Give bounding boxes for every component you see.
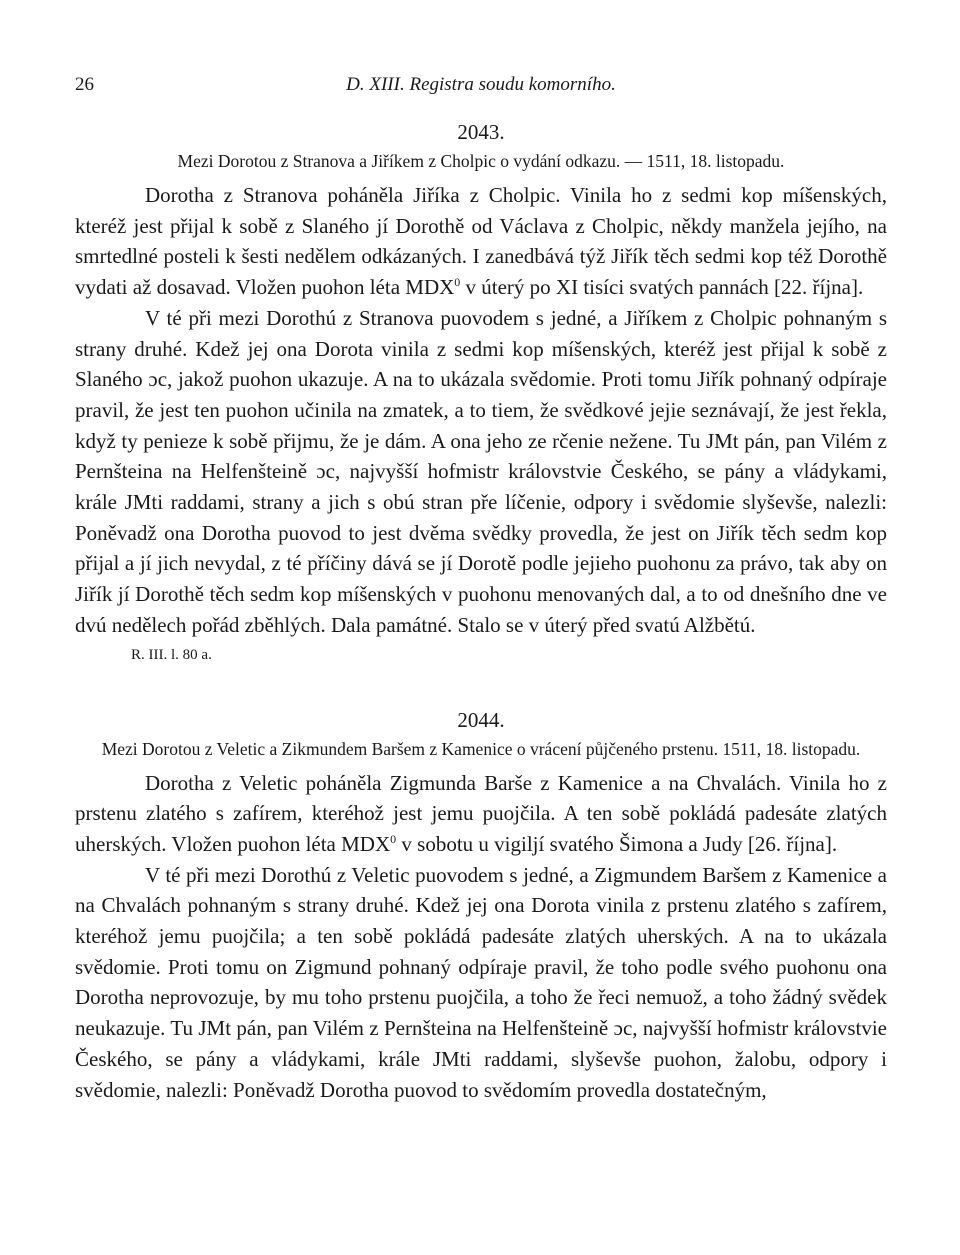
superscript-mark: 0 [454, 275, 461, 290]
source-reference: R. III. l. 80 a. [131, 646, 212, 663]
paragraph-text: Dorotha z Stranova poháněla Jiříka z Cholpic. Vinila ho z sedmi kop míšenských, kteréž jest přijal k sobě z Slaného jí Dorothě od Václava z Cholpic, někdy manžela jejího, na smrtedlné posteli k šesti nedělem odkázaných. I zanedbává týž Jiřík těch sedmi kop též Dorothě vydati až dosavad. Vložen puohon léta MDX [75, 183, 887, 300]
paragraph-text: Dorotha z Veletic poháněla Zigmunda Barše z Kamenice a na Chvalách. Vinila ho z prstenu zlatého s zafírem, kteréhož jest jemu puojčila. A ten sobě pokládá padesáte zlatých uherských. Vložen puohon léta MDX [75, 770, 887, 856]
record-paragraph: V té při mezi Dorothú z Stranova puovodem s jedné, a Jiříkem z Cholpic pohnaným s strany druhé. Kdež jej ona Dorota vinila z sedmi kop míšenských, kteréž jest přijal k sobě z Slaného ɔc, jakož puohon ukazuje. A na to ukázala svědomie. Proti tomu Jiřík pohnaný odpíraje pravil, že jest ten puohon učinila na zmatek, a to tiem, že svědkové jejie seznávají, že jest řekla, když ty penieze k sobě přijmu, že je dám. A ona jeho ze rčenie nežene. Tu JMt pán, pan Vilém z Pernšteina na Helfenšteině ɔc, najvyšší hofmistr královstvie Českého, se pány a vládykami, krále JMti raddami, strany a jich s obú stran pře líčenie, odpory i svědomie slyševše, nalezli: Poněvadž ona Dorotha puovod to jest dvěma svědky provedla, že jest on Jiřík těch sedm kop přijal a jí jich nevydal, z té příčiny dává se jí Dorotě podle jejieho puohonu za právo, tak aby on Jiřík jí Dorothě těch sedm kop míšenských v puohonu menovaných dal, a to od dnešního dne ve dvú nedělech pořád zběhlých. Dala památné. Stalo se v úterý před svatú Alžbětú. [75, 305, 887, 637]
page-number: 26 [75, 74, 94, 95]
record-2043 [75, 120, 887, 666]
record-paragraph: V té při mezi Dorothú z Veletic puovodem s jedné, a Zigmundem Baršem z Kamenice a na Chvalách pohnaným s strany druhé. Kdež jej ona Dorota vinila z prstenu zlatého s zafírem, kteréhož jemu puojčila; a ten sobě pokládá padesáte zlatých uherských. A na to ukázala svědomie. Proti tomu on Zigmund pohnaný odpíraje pravil, že toho podle svého puohonu ona Dorotha neprovozuje, by mu toho prstenu puojčila, a toho že řeci nemuož, a toho žádný svědek neukazuje. Tu JMt pán, pan Vilém z Pernšteina na Helfenšteině ɔc, najvyšší hofmistr královstvie Českého, se pány a vládykami, krále JMti raddami, slyševše puohon, žalobu, odpory i svědomie, nalezli: Poněvadž Dorotha puovod to svědomím provedla dostatečným, [75, 862, 887, 1102]
record-number: 2044. [457, 707, 505, 732]
document-page [75, 62, 887, 1105]
record-2044 [75, 708, 887, 1106]
paragraph-text: v sobotu u vigiljí svatého Šimona a Judy [26. října]. [396, 831, 838, 856]
record-heading: Mezi Dorotou z Veletic a Zikmundem Baršem z Kamenice o vrácení půjčeného prstenu. 1511, 18. listopadu. [101, 738, 861, 759]
paragraph-text: v úterý po XI tisíci svatých pannách [22. října]. [460, 275, 864, 300]
record-number: 2043. [457, 120, 505, 144]
running-head [75, 62, 887, 102]
record-paragraph [75, 180, 887, 303]
record-heading: Mezi Dorotou z Stranova a Jiříkem z Cholpic o vydání odkazu. — 1511, 18. listopadu. [177, 151, 785, 171]
record-paragraph [75, 768, 887, 860]
superscript-mark: 0 [390, 831, 397, 846]
running-head-title: D. XIII. Registra soudu komorního. [346, 74, 616, 95]
